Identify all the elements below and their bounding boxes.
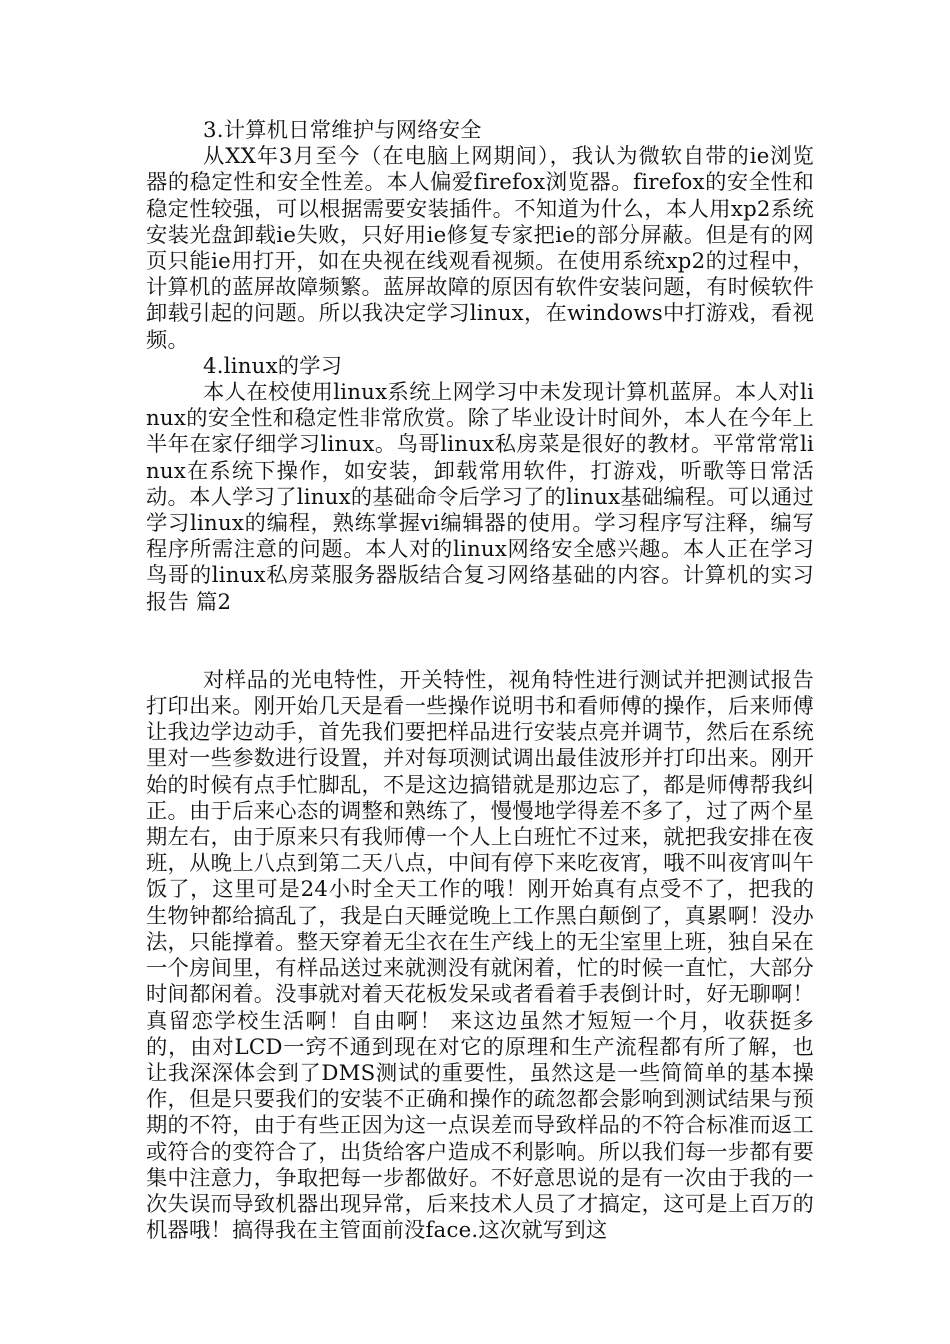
section-3-heading: 3.计算机日常维护与网络安全 <box>203 118 482 143</box>
section-3-paragraph: 从XX年3月至今（在电脑上网期间），我认为微软自带的ie浏览器的稳定性和安全性差。本人偏爱firefox浏览器。firefox的安全性和稳定性较强，可以根据需要安装插件。不知道为什么，本人用xp2系统安装光盘卸载ie失败，只好用ie修复专家把ie的部分屏蔽。但是有的网页只能ie用打开，如在央视在线观看视频。在使用系统xp2的过程中，计算机的蓝屏故障频繁。蓝屏故障的原因有软件安装问题，有时候软件卸载引起的问题。所以我决定学习linux，在windows中打游戏，看视频。 <box>146 144 814 353</box>
report-2-paragraph: 对样品的光电特性，开关特性，视角特性进行测试并把测试报告打印出来。刚开始几天是看一些操作说明书和看师傅的操作，后来师傅让我边学边动手，首先我们要把样品进行安装点亮并调节，然后在系统里对一些参数进行设置，并对每项测试调出最佳波形并打印出来。刚开始的时候有点手忙脚乱，不是这边搞错就是那边忘了，都是师傅帮我纠正。由于后来心态的调整和熟练了，慢慢地学得差不多了，过了两个星期左右，由于原来只有我师傅一个人上白班忙不过来，就把我安排在夜班，从晚上八点到第二天八点，中间有停下来吃夜宵，哦不叫夜宵叫午饭了，这里可是24小时全天工作的哦！刚开始真有点受不了，把我的生物钟都给搞乱了，我是白天睡觉晚上工作黑白颠倒了，真累啊！没办法，只能撑着。整天穿着无尘衣在生产线上的无尘室里上班，独自呆在一个房间里，有样品送过来就测没有就闲着，忙的时候一直忙，大部分时间都闲着。没事就对着天花板发呆或者看着手表倒计时，好无聊啊！真留恋学校生活啊！自由啊！ 来这边虽然才短短一个月，收获挺多的，由对LCD一窍不通到现在对它的原理和生产流程都有所了解，也让我深深体会到了DMS测试的重要性，虽然这是一些简简单的基本操作，但是只要我们的安装不正确和操作的疏忽都会影响到测试结果与预期的不符，由于有些正因为这一点误差而导致样品的不符合标准而返工或符合的变符合了，出货给客户造成不利影响。所以我们每一步都有要集中注意力，争取把每一步都做好。不好意思说的是有一次由于我的一次失误而导致机器出现异常，后来技术人员了才搞定，这可是上百万的机器哦！搞得我在主管面前没face.这次就写到这 <box>146 667 814 1244</box>
document-page <box>146 118 814 1244</box>
section-spacer <box>146 616 814 668</box>
section-4-paragraph: 本人在校使用linux系统上网学习中未发现计算机蓝屏。本人对linux的安全性和稳定性非常欣赏。除了毕业设计时间外，本人在今年上半年在家仔细学习linux。鸟哥linux私房菜是很好的教材。平常常常linux在系统下操作，如安装，卸载常用软件，打游戏，听歌等日常活动。本人学习了linux的基础命令后学习了的linux基础编程。可以通过学习linux的编程，熟练掌握vi编辑器的使用。学习程序写注释，编写程序所需注意的问题。本人对的linux网络安全感兴趣。本人正在学习鸟哥的linux私房菜服务器版结合复习网络基础的内容。计算机的实习报告 篇2 <box>146 380 814 615</box>
section-4-heading: 4.linux的学习 <box>203 353 343 379</box>
